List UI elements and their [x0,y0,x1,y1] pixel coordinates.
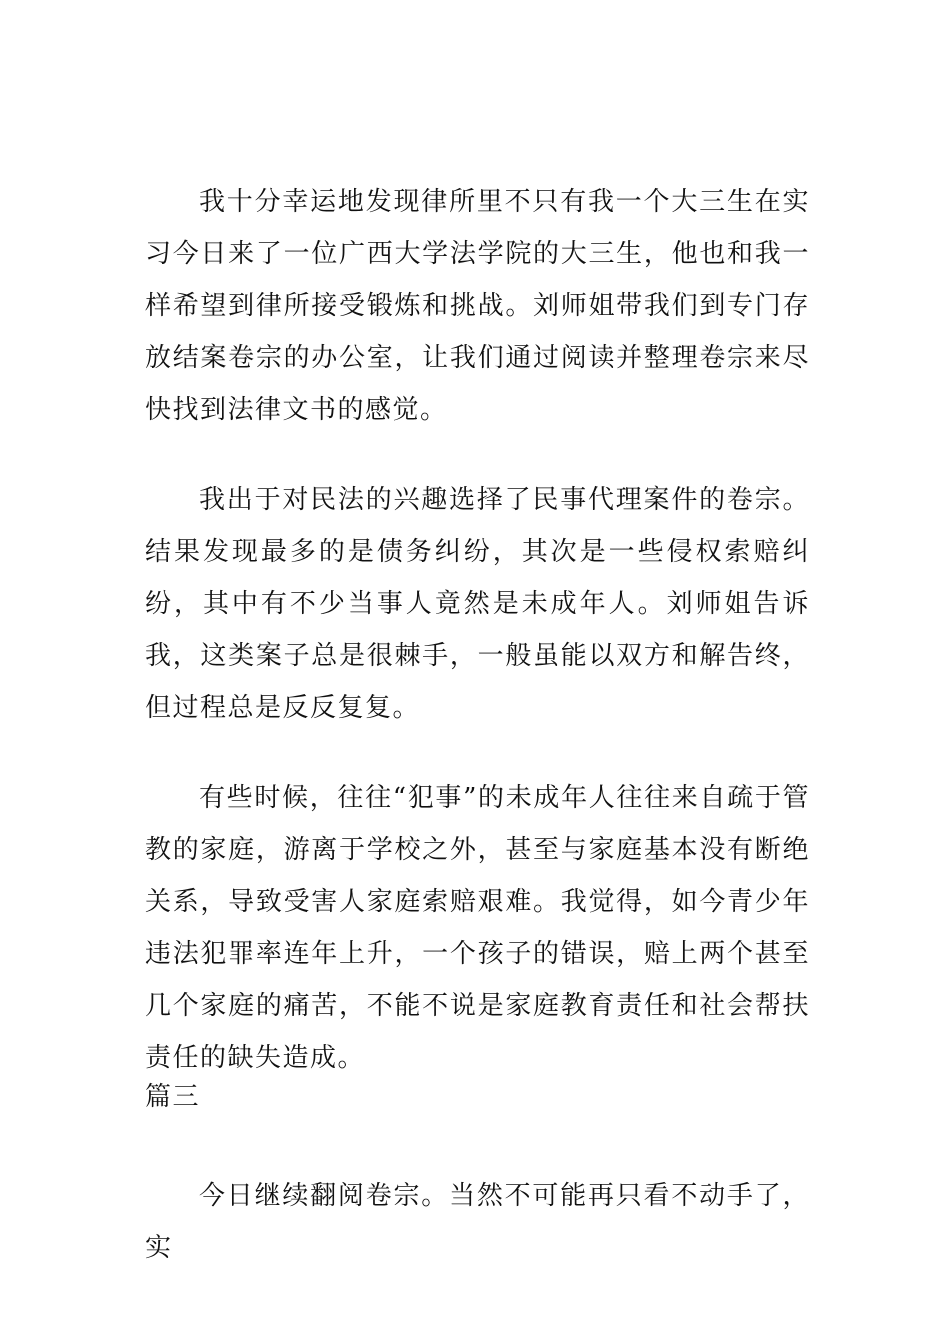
paragraph-4: 今日继续翻阅卷宗。当然不可能再只看不动手了，实 [145,1181,810,1263]
paragraph-3: 有些时候，往往“犯事”的未成年人往往来自疏于管教的家庭，游离于学校之外，甚至与家庭基本没有断绝关系，导致受害人家庭索赔艰难。我觉得，如今青少年违法犯罪率连年上升，一个孩子的错误，赔上两个甚至几个家庭的痛苦，不能不说是家庭教育责任和社会帮扶责任的缺失造成。 [145,783,810,1073]
paragraph-1: 我十分幸运地发现律所里不只有我一个大三生在实习今日来了一位广西大学法学院的大三生，他也和我一样希望到律所接受锻炼和挑战。刘师姐带我们到专门存放结案卷宗的办公室，让我们通过阅读并整理卷宗来尽快找到法律文书的感觉。 [145,187,810,425]
section-heading: 篇三 [145,1082,201,1112]
paragraph-2: 我出于对民法的兴趣选择了民事代理案件的卷宗。结果发现最多的是债务纠纷，其次是一些侵权索赔纠纷，其中有不少当事人竟然是未成年人。刘师姐告诉我，这类案子总是很棘手，一般虽能以双方和解告终，但过程总是反反复复。 [145,485,810,723]
